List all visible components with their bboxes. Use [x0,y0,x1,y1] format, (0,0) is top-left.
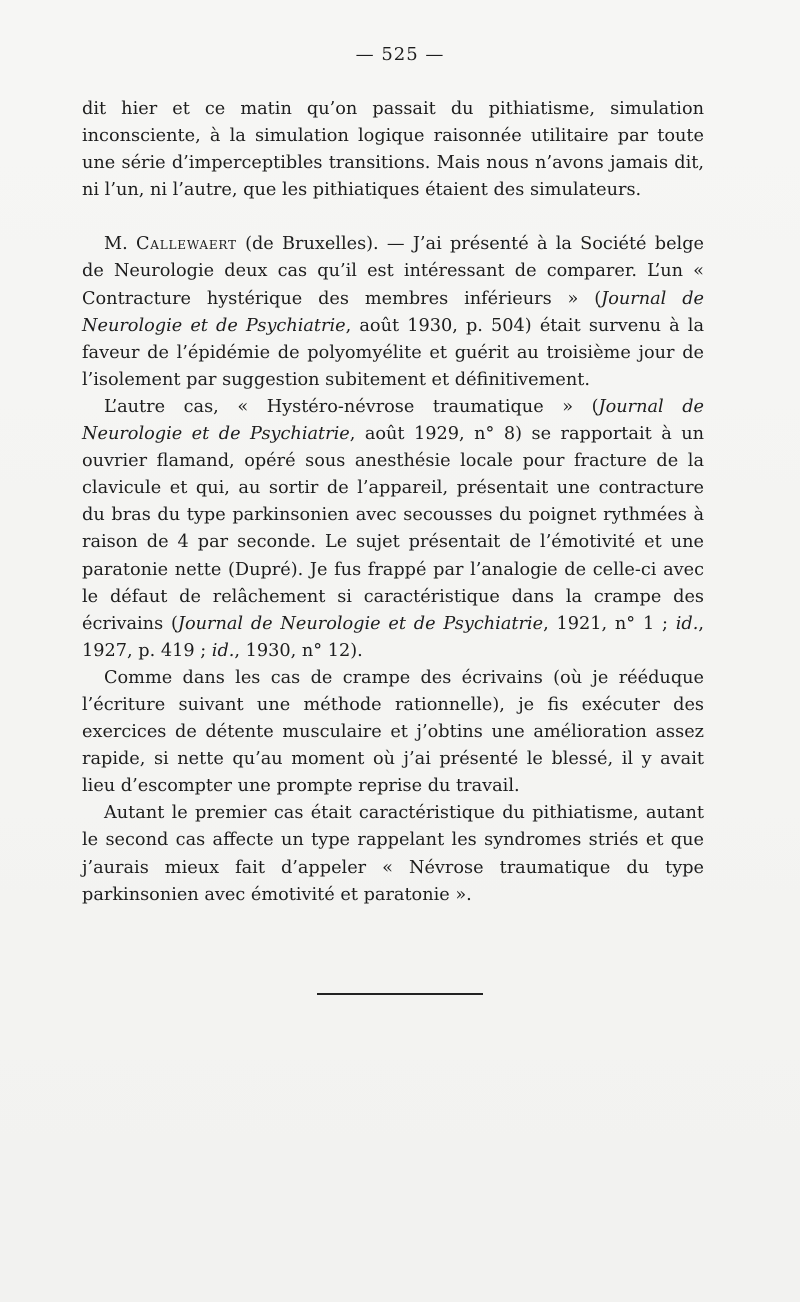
section-divider [317,993,483,995]
paragraph-1: dit hier et ce matin qu’on passait du pithiatisme, simulation inconsciente, à la simulation logique raisonnée utilitaire par toute une série d’imperceptibles transitions. Mais nous n’avons jamais dit, ni l’un, ni l’autre, que les pithiatiques étaient des simulateurs. [82,99,704,201]
paragraph-2-ending: , août 1930, p. 504) était survenu à la faveur de l’épidémie de polyomyélite et guérit au troisième jour de l’isolement par suggestion subitement et définitivement. [82,315,704,390]
paragraph-3-part-4: , 1927, p. 419 ; [82,613,704,661]
speaker-prefix: M. [104,234,136,255]
paragraph-3-part-2: , août 1929, n° 8) se rapportait à un ouvrier flamand, opéré sous anesthésie locale pour fracture de la clavicule et qui, au sortir de l’appareil, présentait une contracture du bras du type parkinsonien avec secousses du poignet rythmées à raison de 4 par seconde. Le sujet présentait de l’émotivité et une paratonie nette (Dupré). Je fus frappé par l’analogie de celle-ci avec le défaut de relâchement si caractéristique dans la crampe des écrivains ( [82,424,705,634]
paragraph-4: Comme dans les cas de crampe des écrivains (où je rééduque l’écriture suivant une méthode rationnelle), je fis exécuter des exercices de détente musculaire et j’obtins une amélioration assez rapide, si nette qu’au moment où j’ai présenté le blessé, il y avait lieu d’escompter une prompte reprise du travail. [82,667,704,797]
paragraph-3-part-5: , 1930, n° 12). [234,640,363,661]
journal-title: Journal de Neurologie et de Psychiatrie [82,288,705,336]
paragraph-2 [82,231,704,394]
paragraph-3 [82,394,704,665]
ibid-reference: id. [211,640,235,661]
paragraph-3-part-3: , 1921, n° 1 ; [543,613,676,634]
speaker-name: Callewaert [135,234,237,255]
page-number: — 525 — [355,44,445,65]
journal-title: Journal de Neurologie et de Psychiatrie [82,396,705,445]
body-text [82,96,704,909]
speaker-text: (de Bruxelles). — J’ai présenté à la Société belge de Neurologie deux cas qu’il est intéressant de comparer. L’un « Contracture hystérique des membres inférieurs » ( [82,234,704,309]
ibid-reference: id. [675,613,699,634]
paragraph-3-part-1: L’autre cas, « Hystéro-névrose traumatique » ( [104,396,599,417]
journal-title: Journal de Neurologie et de Psychiatrie [177,613,544,634]
paragraph-gap [82,204,704,231]
paragraph-5: Autant le premier cas était caractéristique du pithiatisme, autant le second cas affecte un type rappelant les syndromes striés et que j’aurais mieux fait d’appeler « Névrose traumatique du type parkinsonien avec émotivité et paratonie ». [82,803,704,905]
